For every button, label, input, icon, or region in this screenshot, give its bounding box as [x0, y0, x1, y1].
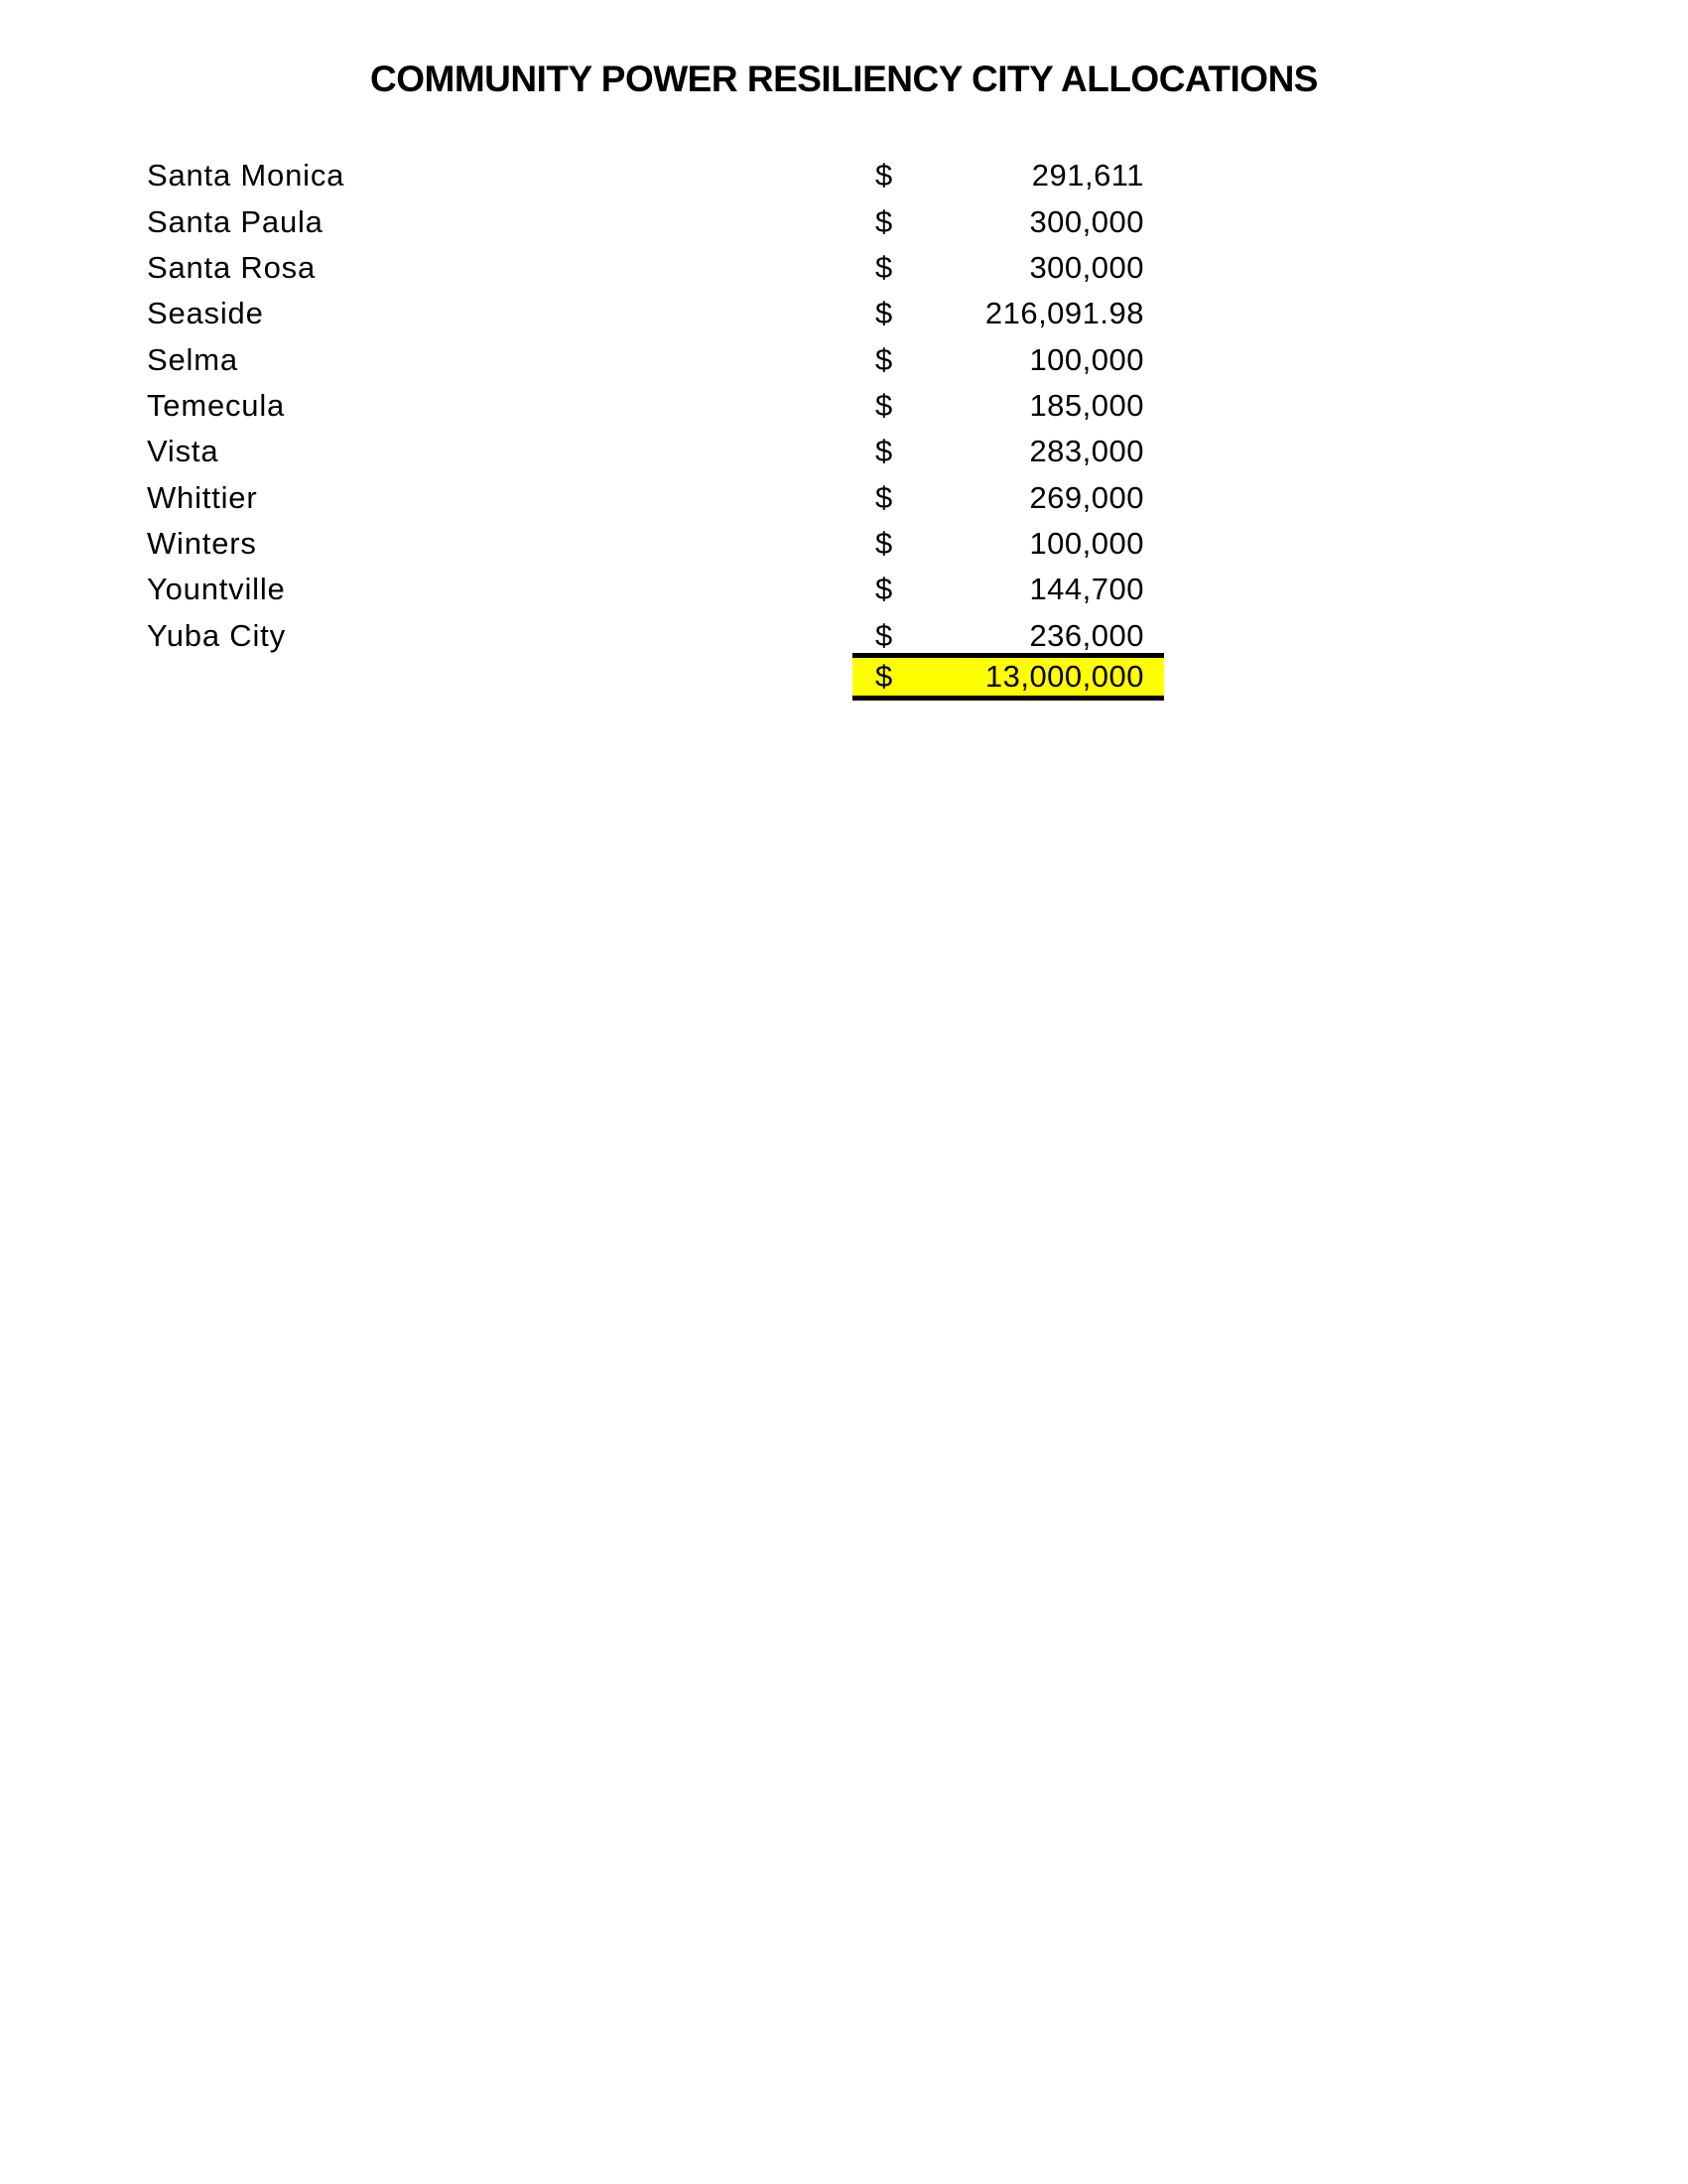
amount-cell: [852, 526, 1164, 562]
amount-value: 269,000: [1029, 479, 1144, 515]
amount-value: 236,000: [1029, 617, 1144, 653]
amount-cell: [852, 480, 1164, 516]
page-title: COMMUNITY POWER RESILIENCY CITY ALLOCATIONS: [370, 59, 1318, 99]
table-row: [147, 291, 1164, 336]
table-row: [147, 153, 1164, 198]
table-row: [147, 245, 1164, 291]
amount-cell: [852, 388, 1164, 424]
amount-value: 100,000: [1029, 525, 1144, 561]
amount-cell: [852, 434, 1164, 469]
table-row: [147, 612, 1164, 658]
city-name: Santa Monica: [147, 158, 345, 193]
currency-symbol: $: [875, 572, 893, 607]
currency-symbol: $: [875, 387, 893, 423]
city-name: Santa Paula: [147, 203, 324, 239]
city-name: Santa Rosa: [147, 249, 316, 285]
city-name: Whittier: [147, 479, 258, 515]
currency-symbol: $: [875, 479, 893, 515]
table-row: [147, 383, 1164, 429]
amount-value: 300,000: [1029, 203, 1144, 239]
table-row: [147, 521, 1164, 567]
total-amount: 13,000,000: [984, 659, 1144, 694]
currency-symbol: $: [875, 158, 893, 193]
amount-value: 291,611: [1031, 158, 1144, 193]
amount-cell: [852, 342, 1164, 378]
table-row: [147, 198, 1164, 244]
amount-value: 283,000: [1029, 434, 1144, 469]
city-name: Temecula: [147, 387, 286, 423]
currency-symbol: $: [875, 341, 893, 377]
amount-cell: [852, 618, 1164, 654]
amount-cell: [852, 250, 1164, 286]
currency-symbol: $: [875, 525, 893, 561]
currency-symbol: $: [875, 434, 893, 469]
amount-cell: [852, 572, 1164, 607]
allocations-table: [147, 153, 1164, 659]
currency-symbol: $: [875, 659, 893, 694]
city-name: Yuba City: [147, 617, 286, 653]
city-name: Yountville: [147, 572, 286, 607]
table-row: [147, 336, 1164, 382]
amount-value: 144,700: [1029, 572, 1144, 607]
city-name: Selma: [147, 341, 238, 377]
amount-value: 100,000: [1029, 341, 1144, 377]
city-name: Vista: [147, 434, 219, 469]
city-name: Winters: [147, 525, 257, 561]
city-name: Seaside: [147, 296, 264, 331]
amount-cell: [852, 158, 1164, 193]
currency-symbol: $: [875, 203, 893, 239]
amount-cell: [852, 204, 1164, 240]
currency-symbol: $: [875, 249, 893, 285]
amount-value: 216,091.98: [984, 296, 1144, 331]
table-row: [147, 429, 1164, 474]
amount-value: 185,000: [1029, 387, 1144, 423]
currency-symbol: $: [875, 617, 893, 653]
currency-symbol: $: [875, 296, 893, 331]
table-row: [147, 567, 1164, 612]
table-row: [147, 474, 1164, 520]
amount-cell: [852, 296, 1164, 331]
total-row: [852, 653, 1164, 701]
amount-value: 300,000: [1029, 249, 1144, 285]
